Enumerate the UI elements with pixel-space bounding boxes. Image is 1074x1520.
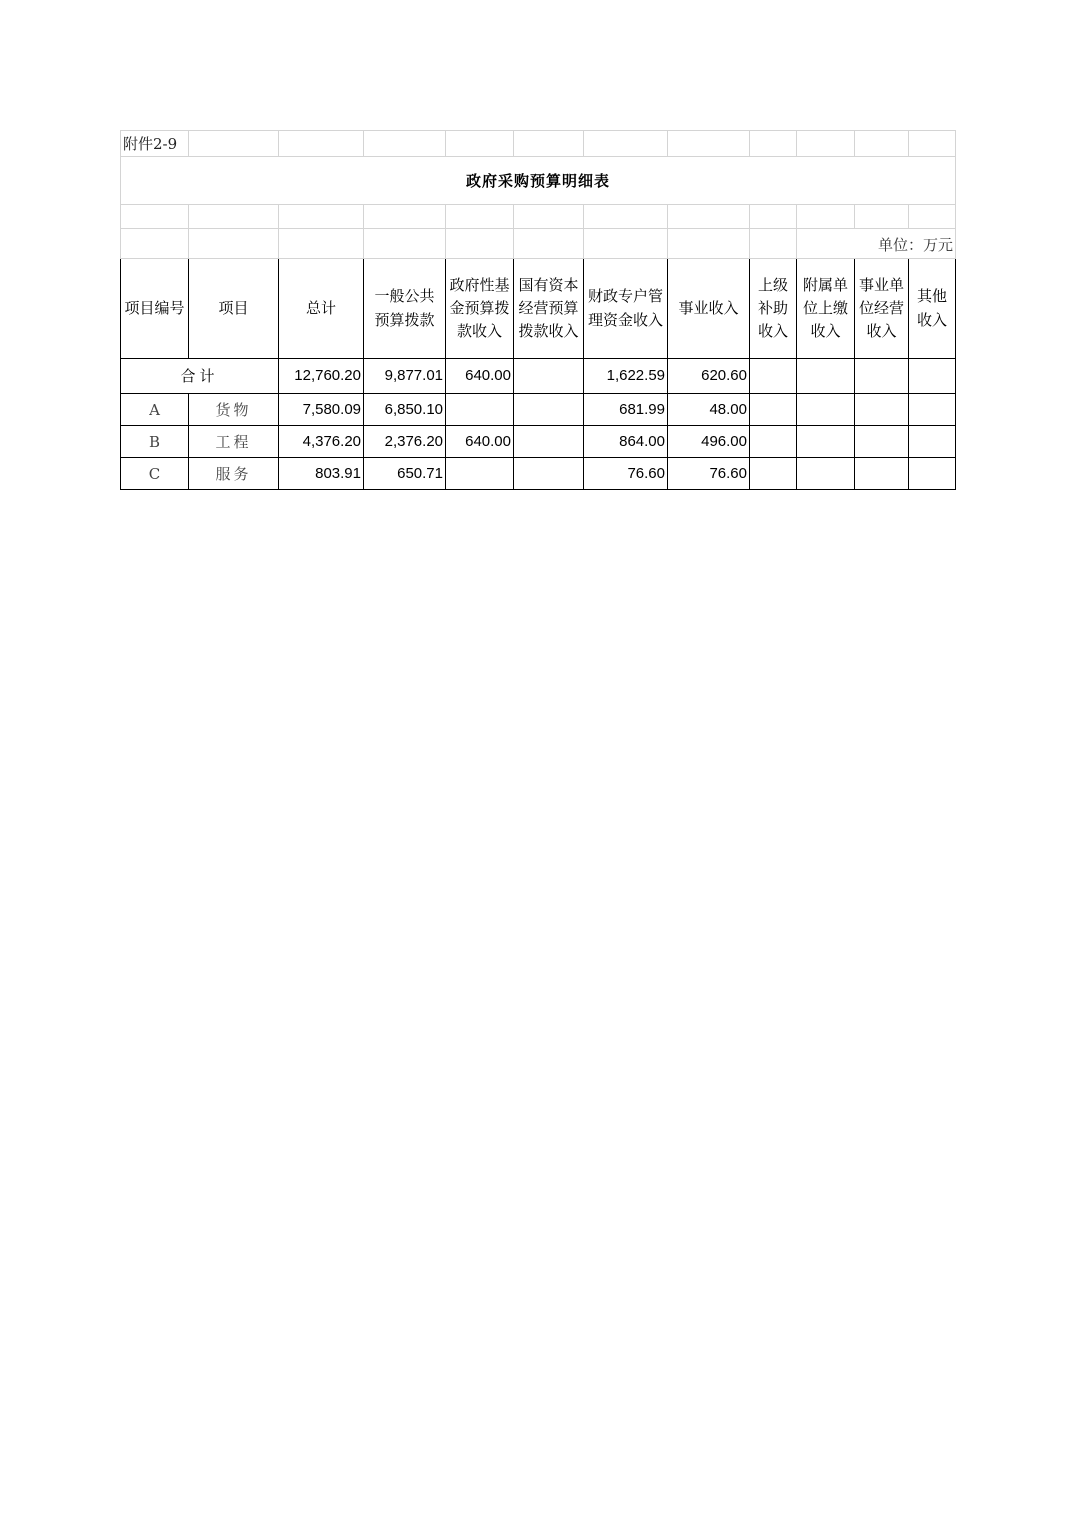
table-row — [121, 426, 956, 458]
annex-label: 附件2-9 — [121, 131, 189, 157]
amount-cell — [514, 426, 584, 458]
column-header: 项目 — [189, 259, 279, 359]
table-body — [121, 394, 956, 490]
amount-cell: 650.71 — [364, 458, 446, 490]
column-header: 总计 — [279, 259, 364, 359]
amount-cell: 640.00 — [446, 426, 514, 458]
total-row — [121, 359, 956, 394]
total-value: 9,877.01 — [364, 359, 446, 394]
amount-cell: 6,850.10 — [364, 394, 446, 426]
table-row — [121, 458, 956, 490]
item-code: A — [121, 394, 189, 426]
total-value: 1,622.59 — [584, 359, 668, 394]
annex-row — [121, 131, 956, 157]
total-value — [909, 359, 956, 394]
amount-cell — [855, 458, 909, 490]
column-header: 一般公共 预算拨款 — [364, 259, 446, 359]
item-code: C — [121, 458, 189, 490]
total-value — [750, 359, 797, 394]
procurement-budget-table — [120, 130, 956, 490]
unit-row — [121, 229, 956, 259]
header-row — [121, 259, 956, 359]
amount-cell: 76.60 — [668, 458, 750, 490]
amount-cell — [797, 458, 855, 490]
amount-cell: 76.60 — [584, 458, 668, 490]
amount-cell — [514, 394, 584, 426]
amount-cell — [514, 458, 584, 490]
page-title: 政府采购预算明细表 — [121, 157, 956, 205]
column-header: 上级 补助 收入 — [750, 259, 797, 359]
amount-cell — [855, 426, 909, 458]
total-value — [514, 359, 584, 394]
amount-cell — [909, 394, 956, 426]
column-header: 事业单 位经营 收入 — [855, 259, 909, 359]
column-header: 其他 收入 — [909, 259, 956, 359]
amount-cell — [855, 394, 909, 426]
amount-cell: 7,580.09 — [279, 394, 364, 426]
amount-cell: 803.91 — [279, 458, 364, 490]
item-name: 工程 — [189, 426, 279, 458]
total-label: 合计 — [121, 359, 279, 394]
total-value: 640.00 — [446, 359, 514, 394]
amount-cell — [797, 426, 855, 458]
amount-cell: 4,376.20 — [279, 426, 364, 458]
amount-cell — [446, 458, 514, 490]
unit-label: 单位：万元 — [797, 229, 956, 259]
amount-cell: 2,376.20 — [364, 426, 446, 458]
blank-row — [121, 205, 956, 229]
amount-cell: 48.00 — [668, 394, 750, 426]
amount-cell — [797, 394, 855, 426]
column-header: 附属单 位上缴 收入 — [797, 259, 855, 359]
total-value — [855, 359, 909, 394]
amount-cell: 496.00 — [668, 426, 750, 458]
amount-cell — [750, 394, 797, 426]
table-row — [121, 394, 956, 426]
column-header: 国有资本 经营预算 拨款收入 — [514, 259, 584, 359]
amount-cell — [750, 458, 797, 490]
column-header: 项目编号 — [121, 259, 189, 359]
title-row — [121, 157, 956, 205]
amount-cell — [909, 426, 956, 458]
total-value: 620.60 — [668, 359, 750, 394]
amount-cell: 681.99 — [584, 394, 668, 426]
total-value: 12,760.20 — [279, 359, 364, 394]
amount-cell — [909, 458, 956, 490]
total-value — [797, 359, 855, 394]
item-code: B — [121, 426, 189, 458]
item-name: 货物 — [189, 394, 279, 426]
amount-cell — [750, 426, 797, 458]
item-name: 服务 — [189, 458, 279, 490]
column-header: 政府性基 金预算拨 款收入 — [446, 259, 514, 359]
amount-cell: 864.00 — [584, 426, 668, 458]
amount-cell — [446, 394, 514, 426]
column-header: 事业收入 — [668, 259, 750, 359]
column-header: 财政专户管 理资金收入 — [584, 259, 668, 359]
